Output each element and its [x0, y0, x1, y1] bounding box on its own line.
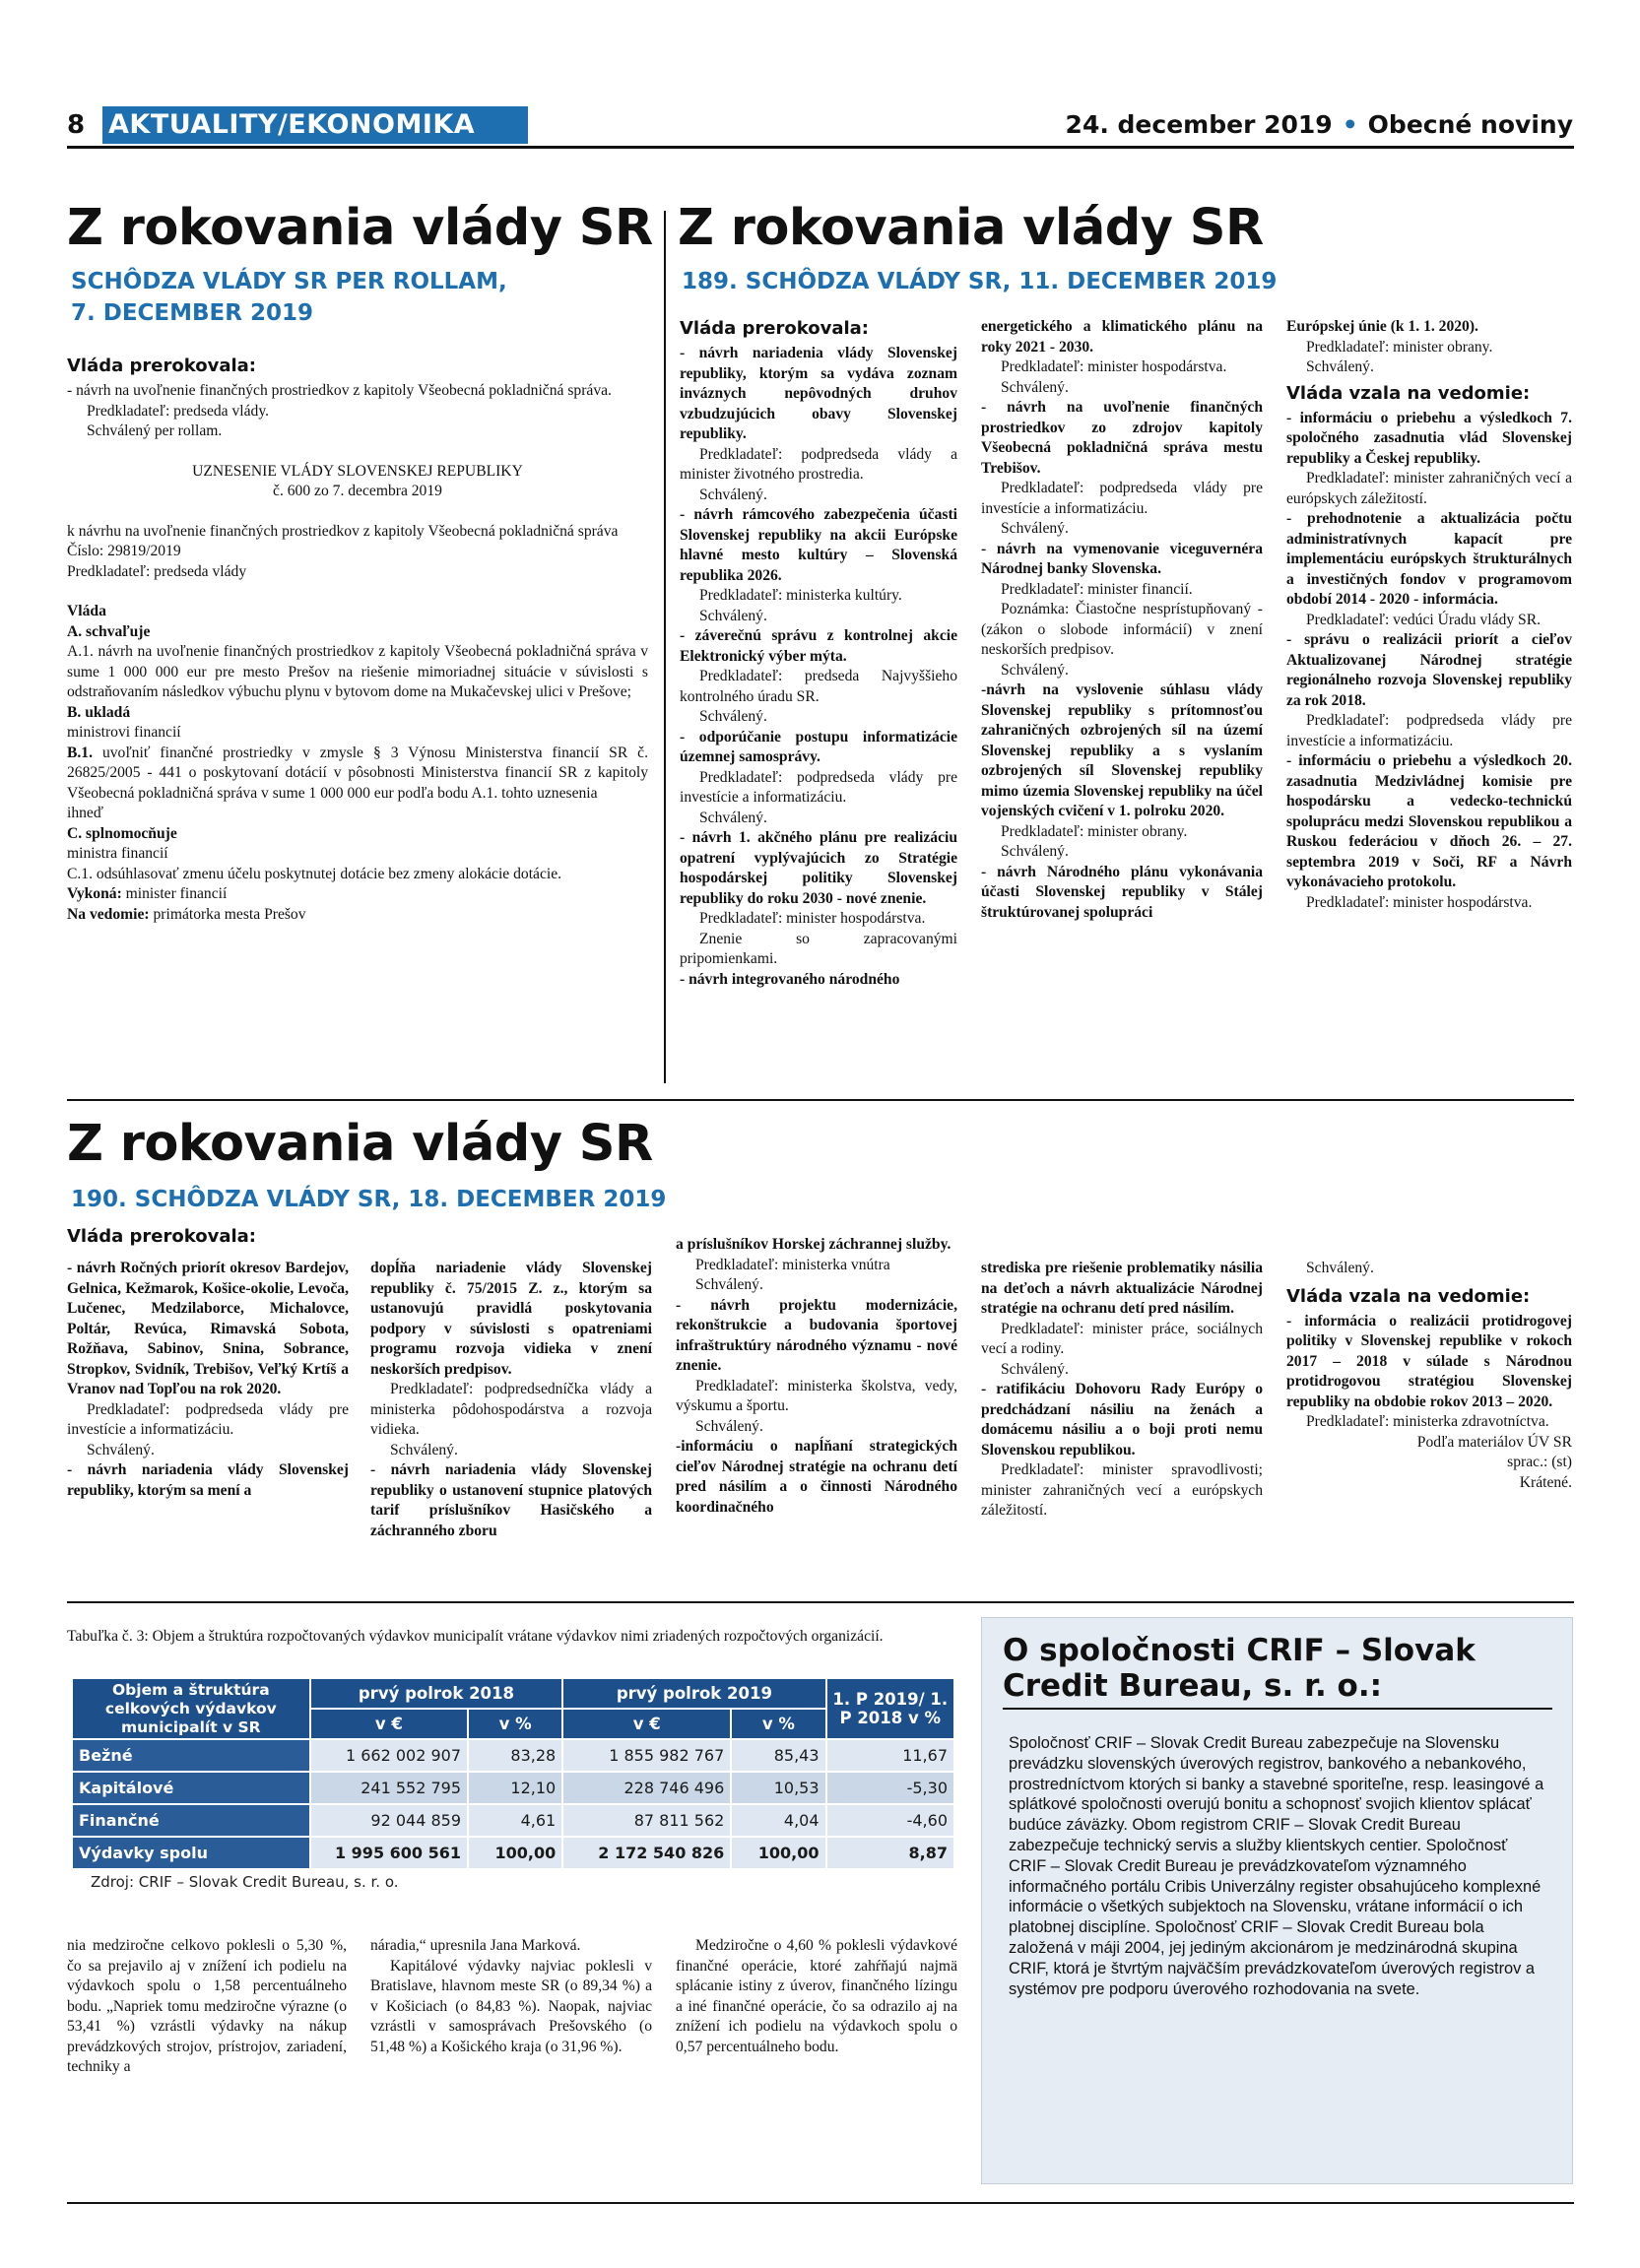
header-rule	[67, 146, 1574, 149]
article3-presenter: Predkladateľ: ministerka školstva, vedy, výskumu a športu.	[676, 1377, 957, 1414]
article-separator	[67, 1099, 1574, 1101]
article3-col3	[676, 1235, 957, 1518]
table-row	[72, 1739, 954, 1772]
article2-presenter: Predkladateľ: minister zahraničných vecí a európskych záležitostí.	[1286, 470, 1572, 507]
article2-presenter: Predkladateľ: predseda Najvyššieho kontrolného úradu SR.	[680, 668, 957, 705]
article2-status: Schválený.	[699, 809, 767, 826]
article3-presenter: Predkladateľ: minister práce, sociálnych vecí a rodiny.	[981, 1320, 1263, 1357]
resolution-executes-label: Vykoná:	[67, 885, 122, 902]
table-subheader-eur: v €	[310, 1709, 468, 1739]
column-divider	[664, 211, 666, 1083]
article3-item: - návrh nariadenia vlády Slovenskej republiky o ustanovení stupnice platových tarif príslušníkov Hasičského a záchranného zboru	[370, 1461, 652, 1539]
table-header-2018: prvý polrok 2018	[310, 1678, 563, 1709]
table-cell: 100,00	[731, 1837, 825, 1869]
resolution-presenter: Predkladateľ: predseda vlády	[67, 562, 247, 580]
article3-item: - návrh nariadenia vlády Slovenskej republiky, ktorým sa mení a	[67, 1461, 349, 1499]
article2-notice-item: - správu o realizácii priorít a cieľov Aktualizovanej Národnej stratégie regionálneho rozvoja Slovenskej republiky za rok 2018.	[1286, 631, 1572, 709]
article2-item: - návrh 1. akčného plánu pre realizáciu opatrení vyplývajúcich zo Stratégie hospodárskej politiky Slovenskej republiky do roku 2030 - nové znenie.	[680, 829, 957, 907]
table-cell: 8,87	[826, 1837, 954, 1869]
resolution-c1: C.1. odsúhlasovať zmenu účelu poskytnutej dotácie bez zmeny alokácie dotácie.	[67, 865, 562, 882]
resolution-ref-number: Číslo: 29819/2019	[67, 543, 181, 559]
article3-status: Schválený.	[87, 1441, 155, 1458]
article2-col1	[680, 317, 957, 990]
article3-kicker: Vláda prerokovala:	[67, 1226, 257, 1247]
article2-col2	[981, 317, 1263, 923]
table-cell: -5,30	[826, 1772, 954, 1804]
table-cell: 2 172 540 826	[562, 1837, 731, 1869]
article3-presenter: Predkladateľ: ministerka vnútra	[695, 1256, 890, 1273]
article2-item: - návrh na vymenovanie viceguvernéra Národnej banky Slovenska.	[981, 540, 1263, 577]
article3-col1	[67, 1225, 349, 1501]
resolution-b1-text: uvoľniť finančné prostriedky v zmysle § 3 Výnosu Ministerstva financií SR č. 26825/2005 - 441 o poskytovaní dotácií v pôsobnosti Ministerstva financií SR z kapitoly Všeobecná pokladničná správa v sume 1 000 000 eur podľa bodu A.1. tohto uznesenia	[67, 744, 648, 802]
table-cell: 83,28	[468, 1739, 562, 1772]
company-info-rule	[1003, 1708, 1552, 1710]
article2-status: Schválený.	[1306, 358, 1374, 375]
article2-status: Schválený.	[1001, 843, 1069, 860]
article3-col5	[1286, 1259, 1572, 1493]
table-cell: 241 552 795	[310, 1772, 468, 1804]
article3-source: Podľa materiálov ÚV SR	[1416, 1433, 1572, 1451]
article2-notice-item: - informáciu o priebehu a výsledkoch 20. zasadnutia Medzivládnej komisie pre hospodársku a vedecko-technickú spoluprácu medzi Slovenskou republikou a Ruskou federáciou v dňoch 26. – 27. septembra 2019 v Soči, RF a Návrh vykonávacieho protokolu.	[1286, 752, 1572, 890]
table-cell: 87 811 562	[562, 1804, 731, 1837]
bottom-paragraph: Kapitálové výdavky najviac poklesli v Bratislave, hlavnom meste SR (o 89,34 %) a v Košiciach (o 84,83 %). Naopak, najviac vzrástli v samosprávach Prešovského (o 51,48 %) a Košického kraja (o 31,96 %).	[370, 1957, 652, 2055]
table-row	[72, 1772, 954, 1804]
article2-presenter: Predkladateľ: minister financií.	[1001, 580, 1193, 598]
article3-presenter: Predkladateľ: podpredseda vlády pre investície a informatizáciu.	[67, 1400, 349, 1438]
article2-presenter: Predkladateľ: podpredseda vlády a minister životného prostredia.	[680, 445, 957, 483]
table-cell: 4,61	[468, 1804, 562, 1837]
article2-presenter: Predkladateľ: vedúci Úradu vlády SR.	[1306, 611, 1542, 628]
article1-kicker: Vláda prerokovala:	[67, 356, 257, 376]
article1-item: - návrh na uvoľnenie finančných prostriedkov z kapitoly Všeobecná pokladničná správa.	[67, 382, 612, 399]
article3-presenter: Predkladateľ: minister spravodlivosti; minister zahraničných vecí a európskych záležitostí.	[981, 1461, 1263, 1519]
table-cell: 1 662 002 907	[310, 1739, 468, 1772]
article2-item: - odporúčanie postupu informatizácie územnej samosprávy.	[680, 728, 957, 765]
article3-item: dopĺňa nariadenie vlády Slovenskej republiky č. 75/2015 Z. z., ktorým sa ustanovujú pravidlá poskytovania podpory v súvislosti s opatreniami programu rozvoja vidieka v znení neskorších predpisov.	[370, 1260, 652, 1378]
article2-presenter: Predkladateľ: podpredseda vlády pre investície a informatizáciu.	[1286, 712, 1572, 749]
section-label: AKTUALITY/EKONOMIKA	[102, 106, 528, 144]
article2-item: energetického a klimatického plánu na roky 2021 - 2030.	[981, 318, 1263, 356]
publication-name: Obecné noviny	[1367, 110, 1573, 139]
article2-presenter: Predkladateľ: minister hospodárstva.	[1306, 893, 1533, 911]
article1-status: Schválený per rollam.	[87, 422, 223, 439]
resolution-a1: A.1. návrh na uvoľnenie finančných prostriedkov z kapitoly Všeobecná pokladničná správa v sume 1 000 000 eur pre mesto Prešov na riešenie mimoriadnej situácie v súvislosti s odstraňovaním následkov výbuchu plynu v bytovom dome na Mukačevskej ulici v Prešove;	[67, 643, 648, 700]
article2-presenter: Predkladateľ: podpredseda vlády pre investície a informatizáciu.	[981, 480, 1263, 517]
table-header-ratio: 1. P 2019/ 1. P 2018 v %	[826, 1678, 954, 1739]
table-subheader-eur: v €	[562, 1709, 731, 1739]
table-subheader-pct: v %	[468, 1709, 562, 1739]
article2-presenter: Predkladateľ: minister obrany.	[1001, 822, 1188, 840]
table-row-label: Finančné	[72, 1804, 310, 1837]
resolution-number: č. 600 zo 7. decembra 2019	[273, 483, 442, 499]
table-total-row	[72, 1837, 954, 1869]
table-subheader-pct: v %	[731, 1709, 825, 1739]
table-cell: 1 855 982 767	[562, 1739, 731, 1772]
article2-item: -návrh na vyslovenie súhlasu vlády Slovenskej republiky s prítomnosťou zahraničných ozbrojených síl na území Slovenskej republiky a s vyslaním ozbrojených síl Slovenskej republiky mimo územia Slovenskej republiky na účel vojenských cvičení v 1. polroku 2020.	[981, 681, 1263, 819]
article2-col3	[1286, 317, 1572, 913]
article2-presenter: Predkladateľ: ministerka kultúry.	[699, 587, 902, 604]
table-row-label: Výdavky spolu	[72, 1837, 310, 1869]
resolution-a-head: A. schvaľuje	[67, 622, 151, 640]
article2-note: Poznámka: Čiastočne nesprístupňovaný - (zákon o slobode informácií) v znení neskorších predpisov.	[981, 601, 1263, 658]
footer-rule	[67, 2202, 1574, 2204]
bottom-paragraph: náradia,“ upresnila Jana Marková.	[370, 1937, 581, 1954]
article2-item: - záverečnú správu z kontrolnej akcie Elektronický výber mýta.	[680, 627, 957, 665]
article3-item: -informáciu o napĺňaní strategických cieľov Národnej stratégie na ochranu detí pred násilím a o činnosti Národného koordinačného	[676, 1438, 957, 1516]
article2-status: Schválený.	[1001, 661, 1069, 679]
article3-item: - návrh projektu modernizácie, rekonštrukcie a budovania športovej infraštruktúry národného významu - nové znenie.	[676, 1296, 957, 1374]
resolution-executes-text: minister financií	[121, 885, 228, 902]
article2-notice-item: - informáciu o priebehu a výsledkoch 7. spoločného zasadnutia vlád Slovenskej republiky a Českej republiky.	[1286, 409, 1572, 467]
issue-date: 24. december 2019	[1065, 110, 1333, 139]
resolution-b-when: ihneď	[67, 805, 103, 821]
article1-body	[67, 355, 648, 925]
bottom-paragraph: nia medziročne celkovo poklesli o 5,30 %, čo sa prejavilo aj v znížení ich podielu na výdavkoch spolu o 1,58 percentuálneho bodu. „Napriek tomu medziročne výrazne (o 53,41 %) vzrástli výdavky na nákup prevádzkových strojov, prístrojov, zariadení, techniky a	[67, 1937, 347, 2075]
table-cell: 100,00	[468, 1837, 562, 1869]
table-caption: Tabuľka č. 3: Objem a štruktúra rozpočtovaných výdavkov municipalít vrátane výdavkov nimi zriadených rozpočtových organizácií.	[67, 1628, 884, 1645]
table-cell: 92 044 859	[310, 1804, 468, 1837]
bottom-col1	[67, 1936, 347, 2078]
article3-presenter: Predkladateľ: ministerka zdravotníctva.	[1306, 1413, 1549, 1430]
table-header-category: Objem a štruktúra celkových výdavkov municipalít v SR	[72, 1678, 310, 1739]
table-cell: -4,60	[826, 1804, 954, 1837]
bottom-paragraph: Medziročne o 4,60 % poklesli výdavkové finančné operácie, ktoré zahŕňajú najmä splácanie istiny z úverov, finančného lízingu a iné finančné operácie, čo sa odrazilo aj na znížení ich podielu na výdavkoch spolu o 0,57 percentuálneho bodu.	[676, 1937, 957, 2055]
article1-title: Z rokovania vlády SR	[67, 199, 653, 257]
article3-title: Z rokovania vlády SR	[67, 1115, 653, 1173]
table-header-2019: prvý polrok 2019	[562, 1678, 825, 1709]
article-separator	[67, 1601, 1574, 1603]
article3-notice-item: - informácia o realizácii protidrogovej politiky v Slovenskej republike v rokoch 2017 – 2018 v súlade s Národnou protidrogovou stratégiou Slovenskej republiky na obdobie rokov 2013 – 2020.	[1286, 1312, 1572, 1410]
company-info-title: O spoločnosti CRIF – Slovak Credit Bureau, s. r. o.:	[1003, 1633, 1476, 1704]
resolution-b1-label: B.1.	[67, 744, 93, 761]
article2-title: Z rokovania vlády SR	[678, 199, 1264, 257]
table-cell: 4,04	[731, 1804, 825, 1837]
table-source-row	[72, 1869, 954, 1895]
article2-status: Schválený.	[1001, 378, 1069, 396]
table-header-row	[72, 1678, 954, 1709]
article3-status: Schválený.	[695, 1417, 763, 1435]
article2-notice-item: - prehodnotenie a aktualizácia počtu administratívnych kapacít pre implementáciu európskych štrukturálnych a investičných fondov v programovom období 2014 - 2020 - informácia.	[1286, 510, 1572, 608]
article3-presenter: Predkladateľ: podpredsedníčka vlády a ministerka pôdohospodárstva a rozvoja vidieka.	[370, 1381, 652, 1438]
article2-presenter: Predkladateľ: minister hospodárstva.	[1001, 358, 1227, 375]
bottom-col3	[676, 1936, 957, 2057]
article2-status: Schválený.	[699, 607, 767, 624]
article2-item: - návrh integrovaného národného	[680, 970, 900, 988]
article3-kicker2: Vláda vzala na vedomie:	[1286, 1285, 1531, 1307]
article2-item: - návrh rámcového zabezpečenia účasti Slovenskej republiky na akcii Európske hlavné mesto kultúry – Slovenská republika 2026.	[680, 506, 957, 584]
bullet-separator: •	[1342, 110, 1358, 139]
resolution-c-head: C. splnomocňuje	[67, 824, 177, 842]
article3-processed-by: sprac.: (st)	[1507, 1454, 1572, 1470]
resolution-notice	[67, 905, 648, 926]
article2-status: Schválený.	[699, 708, 767, 725]
table-cell: 1 995 600 561	[310, 1837, 468, 1869]
resolution-c-who: ministra financií	[67, 845, 168, 862]
article2-status: Schválený.	[699, 486, 767, 503]
article3-item: - návrh Ročných priorít okresov Bardejov, Gelnica, Kežmarok, Košice-okolie, Levoča, Lučenec, Medzilaborce, Michalovce, Poltár, Revúca, Rimavská Sobota, Rožňava, Sabinov, Snina, Sobrance, Stropkov, Svidník, Trebišov, Veľký Krtíš a Vranov nad Topľou na rok 2020.	[67, 1260, 349, 1397]
article3-item: - ratifikáciu Dohovoru Rady Európy o predchádzaní násiliu na ženách a domácemu násiliu a o boji proti nemu Slovenskou republikou.	[981, 1381, 1263, 1458]
article2-status: Schválený.	[1001, 520, 1069, 537]
table-cell: 228 746 496	[562, 1772, 731, 1804]
article2-item: - návrh nariadenia vlády Slovenskej republiky, ktorým sa vydáva zoznam inváznych nepôvodných druhov vzbudzujúcich obavy Slovenskej republiky.	[680, 345, 957, 442]
resolution-heading: UZNESENIE VLÁDY SLOVENSKEJ REPUBLIKY	[192, 462, 523, 480]
company-info-text: Spoločnosť CRIF – Slovak Credit Bureau zabezpečuje na Slovensku prevádzku slovenských úverových registrov, bankového a nebankového, prostredníctvom ktorých si banky a stavebné sporiteľne, resp. leasingové a splátkové spoločnosti overujú bonitu a schopnosť svojich klientov splácať budúce záväzky. Obom registrom CRIF – Slovak Credit Bureau zabezpečuje technický servis a služby klientskych centier. Spoločnosť CRIF – Slovak Credit Bureau je prevádzkovateľom významného informačného portálu Cribis Univerzálny register obsahujúceho komplexné informácie o všetkých subjektoch na Slovensku, vrátane informácií o ich platobnej disciplíne. Spoločnosť CRIF – Slovak Credit Bureau bola založená v máji 2004, jej jediným akcionárom je medzinárodná skupina CRIF, ktorá je štvrtým najväčším prevádzkovateľom úverových registrov a systémov pre podporu úverového rozhodovania na svete.	[1009, 1734, 1544, 1998]
resolution-b-head: B. ukladá	[67, 703, 131, 721]
article2-kicker2: Vláda vzala na vedomie:	[1286, 382, 1531, 404]
table-source: Zdroj: CRIF – Slovak Credit Bureau, s. r. o.	[72, 1869, 954, 1895]
article3-item: a príslušníkov Horskej záchrannej služby.	[676, 1236, 951, 1253]
article2-presenter: Predkladateľ: minister obrany.	[1306, 338, 1493, 356]
table-cell: 12,10	[468, 1772, 562, 1804]
resolution-b1	[67, 744, 648, 805]
bottom-col2	[370, 1936, 652, 2057]
article3-status: Schválený.	[1001, 1360, 1069, 1378]
article1-subtitle-line2: 7. DECEMBER 2019	[71, 300, 314, 326]
article2-presenter: Predkladateľ: podpredseda vlády pre investície a informatizáciu.	[680, 768, 957, 806]
page-number: 8	[67, 110, 86, 140]
table-row	[72, 1804, 954, 1837]
expenditure-table	[71, 1677, 955, 1896]
article2-kicker: Vláda prerokovala:	[680, 318, 870, 339]
resolution-executes	[67, 884, 648, 905]
table-cell: 11,67	[826, 1739, 954, 1772]
article1-subtitle	[71, 266, 662, 329]
resolution-subject: k návrhu na uvoľnenie finančných prostriedkov z kapitoly Všeobecná pokladničná správa	[67, 522, 619, 540]
article1-subtitle-line1: SCHÔDZA VLÁDY SR PER ROLLAM,	[71, 269, 507, 294]
table-row-label: Bežné	[72, 1739, 310, 1772]
article3-status: Schválený.	[1306, 1260, 1374, 1276]
article2-subtitle: 189. SCHÔDZA VLÁDY SR, 11. DECEMBER 2019	[682, 269, 1278, 294]
article3-status: Schválený.	[390, 1441, 458, 1458]
issue-info	[1066, 110, 1573, 139]
resolution-b-who: ministrovi financií	[67, 724, 181, 741]
table-cell: 85,43	[731, 1739, 825, 1772]
article2-item: - návrh Národného plánu vykonávania účasti Slovenskej republiky v Stálej štruktúrovanej spolupráci	[981, 863, 1263, 921]
table-row-label: Kapitálové	[72, 1772, 310, 1804]
resolution-notice-label: Na vedomie:	[67, 905, 150, 923]
article3-status: Schválený.	[695, 1276, 763, 1293]
article2-item: - návrh na uvoľnenie finančných prostriedkov zo zdrojov kapitoly Všeobecná pokladničná správa mestu Trebišov.	[981, 399, 1263, 477]
article3-col4	[981, 1259, 1263, 1522]
article2-presenter: Predkladateľ: minister hospodárstva.	[699, 910, 926, 927]
article2-item: Európskej únie (k 1. 1. 2020).	[1286, 318, 1478, 335]
article2-note: Znenie so zapracovanými pripomienkami.	[680, 930, 957, 967]
article3-col2	[370, 1259, 652, 1541]
article1-presenter: Predkladateľ: predseda vlády.	[87, 402, 270, 420]
resolution-vlada: Vláda	[67, 603, 106, 619]
article3-subtitle: 190. SCHÔDZA VLÁDY SR, 18. DECEMBER 2019	[71, 1187, 667, 1212]
resolution-notice-text: primátorka mesta Prešov	[149, 905, 306, 923]
article3-item: strediska pre riešenie problematiky násilia na deťoch a návrh aktualizácie Národnej stratégie na ochranu detí pred násilím.	[981, 1260, 1263, 1317]
table-cell: 10,53	[731, 1772, 825, 1804]
article3-shortened: Krátené.	[1519, 1473, 1572, 1491]
